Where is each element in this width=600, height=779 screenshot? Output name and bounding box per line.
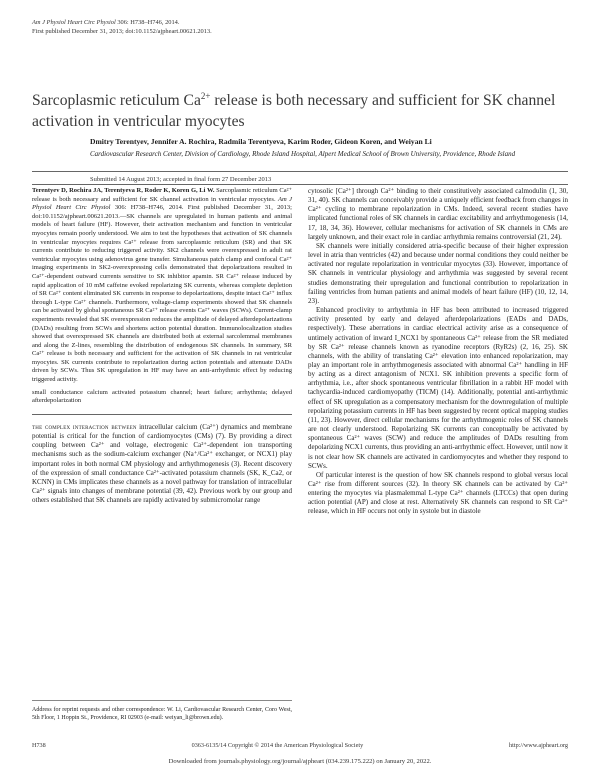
title-part1: Sarcoplasmic reticulum Ca [32,92,201,110]
journal-citation-line [32,18,212,27]
body-paragraph: Of particular interest is the question of how SK channels respond to global versus local Ca²⁺ rise from different sources (32). In theory SK channels can be activated by Ca²⁺ entering the myocytes via plasmalemmal L-type Ca²⁺ channels (LTCCs) that open during action potential (AP) and close at rest. Alternatively SK channels can respond to SR Ca²⁺ release, which in HF occurs not only in systole but in diastole [308,470,568,516]
body-paragraph: Enhanced proclivity to arrhythmia in HF has been attributed to increased triggered activity presented by early and delayed afterdepolarizations (EADs and DADs, respectively). These aberrations in cardiac electrical activity arise as a consequence of untimely activation of inward I_NCX1 by spontaneous Ca²⁺ release from the SR mediated by SR Ca²⁺ release channels known as ryanodine receptors (RyR2s) (2, 16, 25). SK channels, with the ability of translating Ca²⁺ elevation into enhanced repolarization, may play an important role in arrhythmogenesis associated with abnormal Ca²⁺ handling in HF by acting as a direct antagonism of NCX1. SK inhibition prevents a specific form of arrhythmia, i.e., after shock spontaneous ventricular fibrillation in a rabbit HF model with tachycardia-induced cardiomyopathy (TICM) (14). Additionally, potential anti-arrhythmic effect of SK upregulation as a compensatory mechanism for the downregulation of multiple repolarizing potassium currents in HF has been suggested by recent optical mapping studies (11, 23). However, direct cellular mechanisms for the arrhythmogenic roles of SK channels are not clearly understood. Repolarizing SK currents can conceptually be activated by spontaneous Ca²⁺ waves (SCW) and reduce the amplitudes of DADs resulting from depolarizing NCX1 currents, thus providing an anti-arrhythmic effect. However, until now it is not clear how SK channels are activated in cardiomyocytes and whether they respond to SCWs. [308,306,568,470]
author-list: Dmitry Terentyev, Jennifer A. Rochira, Radmila Terentyeva, Karim Roder, Gideon Koren, and Weiyan Li [90,137,432,146]
keywords: small conductance calcium activated potassium channel; heart failure; arrhythmia; delayed afterdepolarization [32,388,292,405]
abstract-citation-authors: Terentyev D, Rochira JA, Terentyeva R, Roder K, Koren G, Li W. [32,187,215,194]
correspondence-address: Address for reprint requests and other correspondence: W. Li, Cardiovascular Research Center, Coro West, 5th Floor, 1 Hoppin St., Providence, RI 02903 (e-mail: weiyan_li@brown.edu). [32,707,292,721]
abstract-citation-title: Sarcoplasmic reticulum Ca²⁺ release is both necessary and sufficient for SK channel activation in ventricular myocytes. [32,187,292,203]
title-part2: release is both necessary and sufficient for SK channel activation in ventricular myocytes [32,92,556,131]
left-column [32,187,292,506]
affiliation: Cardiovascular Research Center, Division of Cardiology, Rhode Island Hospital, Alpert Medical School of Brown University, Providence, Rhode Island [90,150,516,158]
intro-divider [32,414,292,415]
submission-dates: Submitted 14 August 2013; accepted in final form 27 December 2013 [90,176,272,183]
header-divider [32,171,568,172]
abstract-body: 306: H738–H746, 2014. First published December 31, 2013; doi:10.1152/ajpheart.00621.2013.—SK channels are upregulated in human patients and animal models of heart failure (HF). However, their activation mechanism and function in ventricular myocytes remain poorly understood. We aim to test the hypotheses that activation of SK channels in ventricular myocytes requires Ca²⁺ release from sarcoplasmic reticulum (SR) and that SK currents contribute to reducing triggered activity. SK2 channels were overexpressed in adult rat ventricular myocytes using adenovirus gene transfer. Simultaneous patch clamp and confocal Ca²⁺ imaging experiments in SK2-overexpressing cells demonstrated that depolarizations resulted in Ca²⁺-dependent outward currents sensitive to SK inhibitor apamin. SR Ca²⁺ release induced by rapid application of 10 mM caffeine evoked repolarizing SK currents, whereas complete depletion of SR Ca²⁺ content eliminated SK currents in response to depolarizations, despite intact Ca²⁺ influx through L-type Ca²⁺ channels. Furthermore, voltage-clamp experiments showed that SK channels can be activated by global spontaneous SR Ca²⁺ release events Ca²⁺ waves (SCWs). Current-clamp experiments revealed that SK overexpression reduces the amplitude of delayed afterdepolarizations (DADs) resulting from SCWs and shortens action potential duration. Immunolocalization studies showed that overexpressed SK channels are distributed both at external sarcolemmal membranes and along the Z-lines, resembling the distribution of endogenous SK channels. In summary, SR Ca²⁺ release is both necessary and sufficient for the activation of SK channels in rat ventricular myocytes. SK currents contribute to repolarization during action potentials and attenuate DADs driven by SCWs. Thus SK upregulation in HF may have an anti-arrhythmic effect by reducing triggered activity. [32,204,292,384]
journal-url[interactable]: http://www.ajpheart.org [509,742,568,749]
journal-header [32,18,212,36]
body-paragraph: SK channels were initially considered atria-specific because of their higher expression level in atria than ventricles (42) and because under normal conditions they could neither be activated nor regulate repolarization in ventricular myocytes (33). However, importance of SK channels in ventricular physiology and arrhythmia was suggested by several recent studies demonstrating their upregulation and functional contribution to repolarization in failing ventricles from human patients and animal models of heart failure (HF) (10, 12, 14, 23). [308,241,568,305]
abstract-citation-journal: Am J Physiol Heart Circ Physiol [32,195,292,212]
page-number: H738 [32,742,46,749]
journal-volume: 306: H738–H746, 2014. [115,19,180,26]
copyright: 0363-6135/14 Copyright © 2014 the American Physiological Society [191,742,364,749]
body-paragraph: cytosolic [Ca²⁺] through Ca²⁺ binding to their constitutively associated calmodulin (1, 30, 31, 40). SK channels can conceivably provide a uniquely efficient feedback from changes in Ca²⁺ cycling to membrane repolarization in CMs. Indeed, several recent studies have implicated functional roles of SK channels in cardiac excitability and arrhythmogenesis (14, 17, 18, 34, 36). However, cellular mechanisms for activation of SK channels in CMs are largely unknown, and their exact role in cardiac arrhythmia remains controversial (21, 24). [308,187,568,241]
intro-lead-in: the complex interaction between [32,422,137,431]
abstract-divider [32,184,568,185]
page-footer [32,742,568,749]
right-column [308,187,568,517]
footnote-divider [32,700,292,701]
download-notice: Downloaded from journals.physiology.org/journal/ajpheart (034.239.175.222) on January 20, 2022. [168,758,432,765]
first-published-line: First published December 31, 2013; doi:10.1152/ajpheart.00621.2013. [32,28,212,35]
title-superscript: 2+ [200,91,211,101]
intro-paragraph [32,423,292,506]
intro-text: intracellular calcium (Ca²⁺) dynamics and membrane potential is critical for the function of cardiomyocytes (CMs) (7). By providing a direct coupling between Ca²⁺ and voltage, electrogenic Ca²⁺-dependent ion transporting mechanisms such as the sodium-calcium exchanger (Na⁺/Ca²⁺ exchanger, or NCX1) play important roles in both normal CM physiology and arrhythmogenesis (3). Recent discovery of the expression of small conductance Ca²⁺-activated potassium channels (SK, K_Ca2, or KCNN) in CMs implicates these channels as a novel pathway for translation of intracellular Ca²⁺ signals into changes of membrane potential (39, 42). Previous work by our group and others established that SK channels are rapidly activated by submicromolar range [32,422,292,505]
abstract [32,187,292,385]
journal-name: Am J Physiol Heart Circ Physiol [32,19,116,26]
article-title [32,86,572,132]
